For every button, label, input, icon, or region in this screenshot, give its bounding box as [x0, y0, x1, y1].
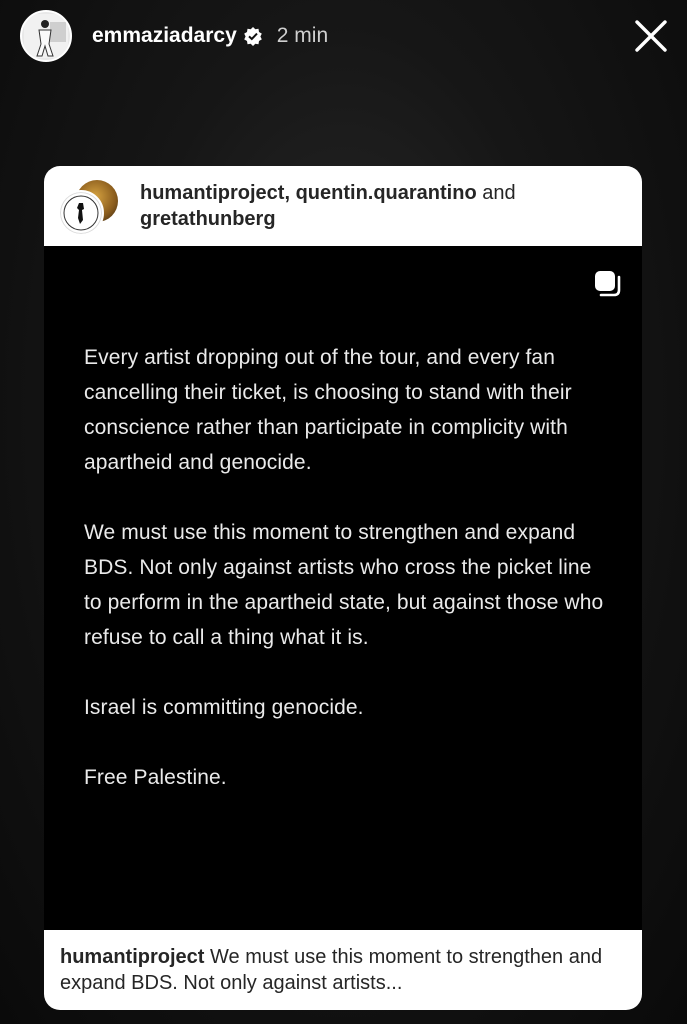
close-button[interactable] — [631, 16, 671, 56]
person-avatar-icon — [24, 14, 68, 58]
collab-sep: , — [284, 182, 296, 204]
collab-and: and — [476, 182, 516, 204]
story-timestamp: 2 min — [276, 24, 329, 47]
collab-name-2[interactable]: quentin.quarantino — [295, 182, 477, 204]
collab-avatars[interactable] — [58, 174, 118, 238]
post-caption[interactable] — [44, 930, 642, 1010]
collab-name-1[interactable]: humantiproject — [140, 182, 285, 204]
story-header — [20, 8, 671, 64]
collab-avatar-primary — [58, 190, 104, 236]
post-paragraph: Every artist dropping out of the tour, and every fan cancelling their ticket, is choosing to stand with their conscience rather than participate in complicity with apartheid and genocide. — [84, 346, 572, 474]
story-username[interactable]: emmaziadarcy — [92, 24, 237, 47]
post-header[interactable] — [44, 166, 642, 246]
verified-badge-icon — [243, 26, 263, 46]
profile-avatar[interactable] — [20, 10, 72, 62]
post-paragraph: We must use this moment to strengthen and expand BDS. Not only against artists who cross the picket line to perform in the apartheid state, but against those who refuse to call a thing what it is. — [84, 521, 604, 649]
carousel-icon — [592, 268, 624, 305]
post-paragraph: Israel is committing genocide. — [84, 696, 364, 719]
humanti-logo-icon — [62, 194, 100, 232]
post-text — [84, 340, 604, 830]
caption-username[interactable]: humantiproject — [60, 946, 205, 968]
post-paragraph: Free Palestine. — [84, 766, 227, 789]
post-image[interactable] — [44, 246, 642, 930]
caption-text: We must use this moment to strengthen and expand BDS. Not only against artists... — [60, 946, 603, 994]
shared-post-card[interactable] — [44, 166, 642, 1010]
collab-names[interactable] — [140, 180, 610, 232]
collab-name-3[interactable]: gretathunberg — [140, 208, 276, 230]
close-icon — [634, 19, 668, 53]
